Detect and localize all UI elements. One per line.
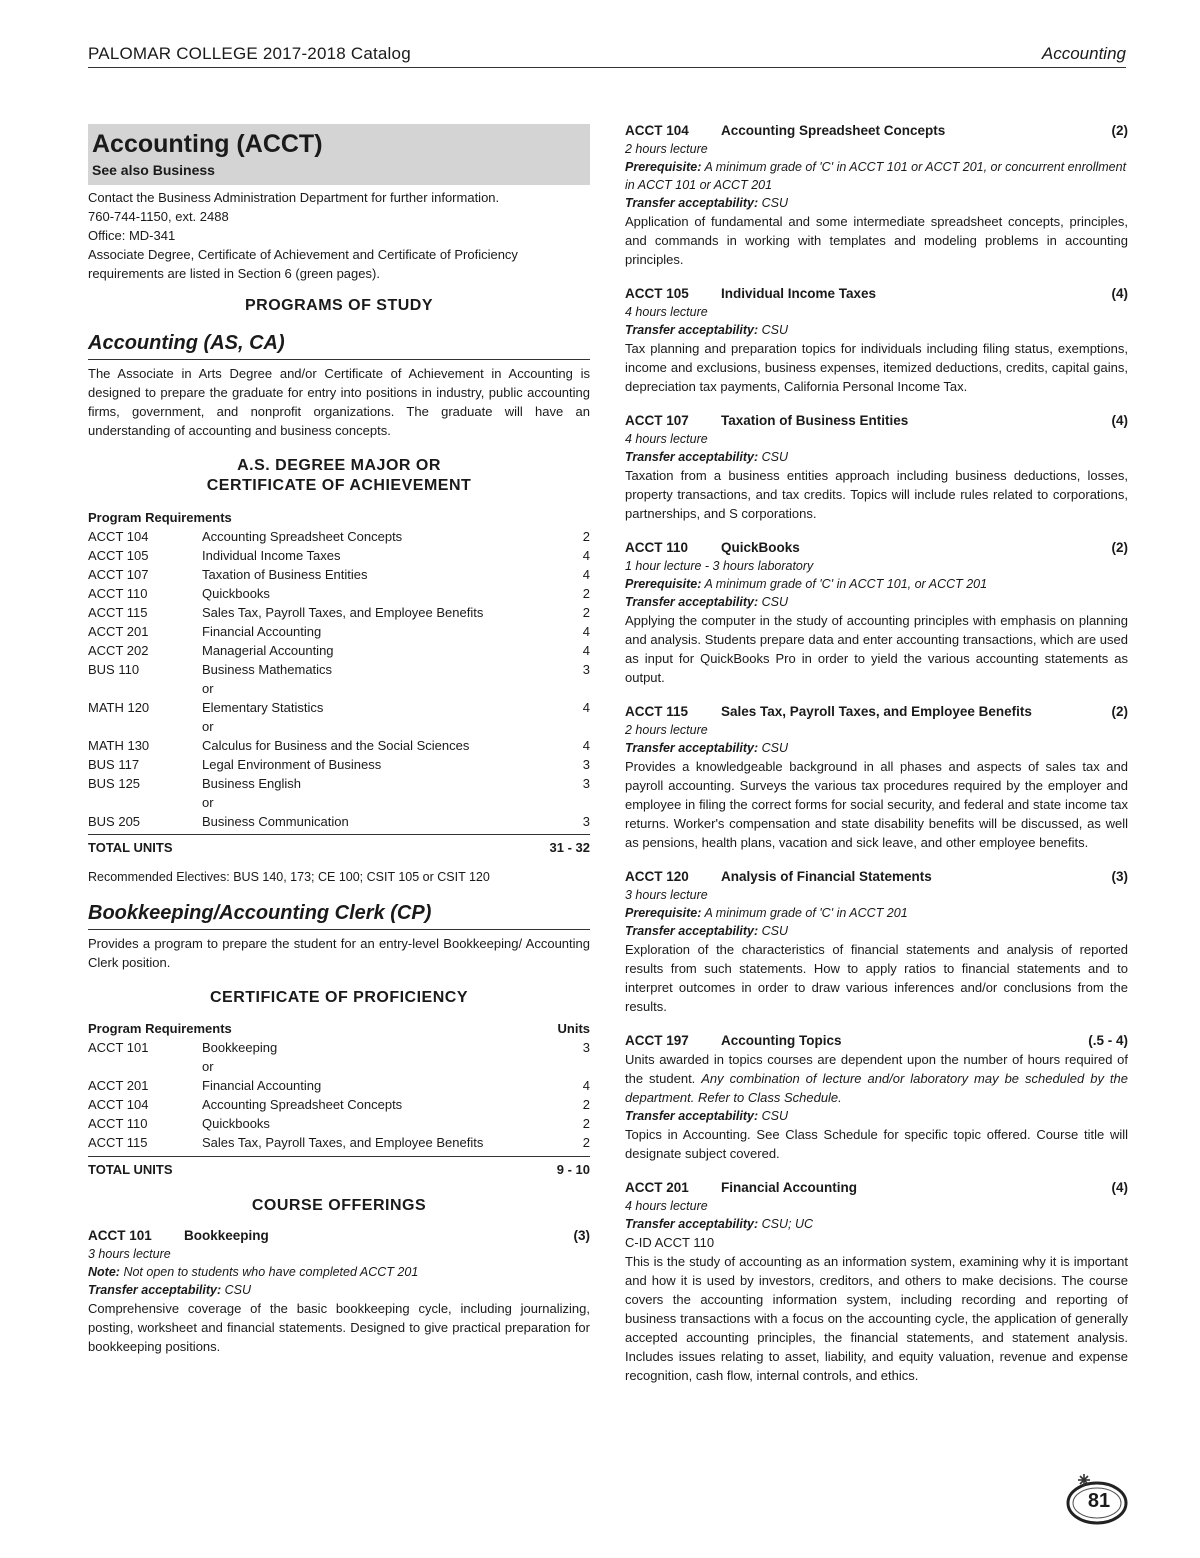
transfer-value: CSU xyxy=(761,741,789,755)
requirement-row xyxy=(88,603,590,622)
course-units: 2 xyxy=(582,1097,590,1112)
course-code: BUS 125 xyxy=(88,776,141,791)
course-prerequisite xyxy=(625,575,1128,593)
description-part-2: Any combination of lecture and/or laboratory may be scheduled by the department. Refer to Class Schedule. xyxy=(625,1071,1128,1105)
contact-office: Office: MD-341 xyxy=(88,228,176,243)
requirement-row xyxy=(88,546,590,565)
course-transfer xyxy=(625,922,1128,940)
total-units-value: 31 - 32 xyxy=(549,840,590,855)
course-units: (3) xyxy=(573,1228,590,1243)
note-label: Note: xyxy=(88,1265,120,1279)
course-code: ACCT 104 xyxy=(88,1097,149,1112)
course-code: ACCT 104 xyxy=(88,529,149,544)
course-units: (3) xyxy=(1111,869,1128,884)
course-units: (2) xyxy=(1111,704,1128,719)
course-code xyxy=(88,679,202,698)
course-description: Comprehensive coverage of the basic bookkeeping cycle, including journalizing, posting, worksheet and financial statements. Designed to give practical preparation for bookkeeping positions. xyxy=(88,1301,590,1354)
transfer-label: Transfer acceptability: xyxy=(88,1283,222,1297)
department-title-box xyxy=(88,124,590,185)
course-code: ACCT 110 xyxy=(88,1116,148,1131)
course-name: Quickbooks xyxy=(202,1116,270,1131)
transfer-value: CSU xyxy=(761,595,789,609)
transfer-value: CSU xyxy=(761,323,789,337)
course-code: ACCT 201 xyxy=(88,1078,149,1093)
contact-info xyxy=(88,188,590,283)
section-name: Accounting xyxy=(1041,44,1126,63)
course-code: ACCT 201 xyxy=(625,1180,689,1195)
course-code: MATH 130 xyxy=(88,738,150,753)
degree-heading-line-1: A.S. DEGREE MAJOR OR xyxy=(237,457,441,474)
course-units: (4) xyxy=(1111,1180,1128,1195)
course-header xyxy=(625,702,1128,721)
course-units: 4 xyxy=(582,643,590,658)
course-units xyxy=(550,1057,590,1076)
course-note xyxy=(88,1263,590,1281)
course-acct-201 xyxy=(625,1178,1128,1385)
course-offerings-heading: COURSE OFFERINGS xyxy=(251,1197,427,1214)
requirement-row xyxy=(88,679,590,698)
transfer-label: Transfer acceptability: xyxy=(625,450,759,464)
course-description: Applying the computer in the study of accounting principles with emphasis on planning and analysis. Students prepare data and enter accounting transactions, which are used as input for QuickBooks Pro in order to yield the various accounting statements as output. xyxy=(625,613,1128,685)
cp-total-units-label: TOTAL UNITS xyxy=(88,1162,173,1177)
course-transfer xyxy=(625,321,1128,339)
total-units-label: TOTAL UNITS xyxy=(88,840,173,855)
course-acct-101 xyxy=(88,1226,590,1356)
course-name: Sales Tax, Payroll Taxes, and Employee Benefits xyxy=(202,1135,484,1150)
course-header xyxy=(625,284,1128,303)
course-header xyxy=(625,867,1128,886)
contact-phone: 760-744-1150, ext. 2488 xyxy=(88,209,229,224)
course-code: ACCT 110 xyxy=(88,586,148,601)
see-also: See also Business xyxy=(92,162,215,178)
department-title: Accounting (ACCT) xyxy=(92,130,323,158)
page-number: 81 xyxy=(1087,1490,1111,1512)
course-code: ACCT 101 xyxy=(88,1040,149,1055)
course-units: 3 xyxy=(582,814,590,829)
requirement-row xyxy=(88,736,590,755)
course-name: Financial Accounting xyxy=(202,1078,322,1093)
cp-total-units-value: 9 - 10 xyxy=(556,1162,590,1177)
course-name: Taxation of Business Entities xyxy=(721,413,909,428)
transfer-label: Transfer acceptability: xyxy=(625,323,759,337)
course-units: 3 xyxy=(582,776,590,791)
course-name: Financial Accounting xyxy=(721,1180,858,1195)
course-name: Taxation of Business Entities xyxy=(202,567,368,582)
contact-note: Associate Degree, Certificate of Achievement and Certificate of Proficiency requirements are listed in Section 6 (green pages). xyxy=(88,247,518,281)
transfer-value: CSU xyxy=(761,1109,789,1123)
requirement-row xyxy=(88,755,590,774)
course-prerequisite xyxy=(625,904,1128,922)
course-code: ACCT 115 xyxy=(88,1135,148,1150)
contact-line: Contact the Business Administration Department for further information. xyxy=(88,190,500,205)
left-column xyxy=(88,124,590,1371)
course-header xyxy=(625,538,1128,557)
course-name: Bookkeeping xyxy=(184,1228,269,1243)
transfer-label: Transfer acceptability: xyxy=(625,595,759,609)
course-code: BUS 205 xyxy=(88,814,141,829)
total-units-as-ca xyxy=(88,834,590,858)
program-title-as-ca: Accounting (AS, CA) xyxy=(88,330,590,360)
course-description xyxy=(625,1050,1128,1107)
requirement-row xyxy=(88,1038,590,1057)
right-column xyxy=(625,121,1128,1400)
course-units: 4 xyxy=(582,738,590,753)
description-part-1: Units awarded in topics courses are dependent upon the number of hours required of the student. xyxy=(625,1052,1128,1086)
requirement-row xyxy=(88,698,590,717)
transfer-label: Transfer acceptability: xyxy=(625,1109,759,1123)
transfer-value: CSU xyxy=(761,450,789,464)
course-units: 4 xyxy=(582,1078,590,1093)
course-name: Quickbooks xyxy=(202,586,270,601)
requirement-row xyxy=(88,1076,590,1095)
course-code: BUS 110 xyxy=(88,662,140,677)
requirement-row xyxy=(88,622,590,641)
course-transfer xyxy=(625,1107,1128,1125)
course-units: 3 xyxy=(582,662,590,677)
note-text: Not open to students who have completed ACCT 201 xyxy=(123,1265,419,1279)
course-units: 2 xyxy=(582,1135,590,1150)
recommended-electives: Recommended Electives: BUS 140, 173; CE 100; CSIT 105 or CSIT 120 xyxy=(88,870,490,884)
requirement-row xyxy=(88,1057,590,1076)
course-description: Provides a knowledgeable background in all phases and aspects of sales tax and payroll accounting. Surveys the various tax procedures required by the employer and employee in filing the correct forms for social security, and federal and state income tax returns. Worker's compensation and state disability benefits will be discussed, as well as pensions, health plans, vacation and sick leave, and other employee benefits. xyxy=(625,759,1128,850)
course-code: ACCT 201 xyxy=(88,624,149,639)
requirement-row xyxy=(88,1095,590,1114)
course-code xyxy=(88,793,202,812)
course-name: Managerial Accounting xyxy=(202,643,334,658)
course-units: 2 xyxy=(582,605,590,620)
course-name: Bookkeeping xyxy=(202,1040,278,1055)
program-title-cp: Bookkeeping/Accounting Clerk (CP) xyxy=(88,900,590,930)
requirements-header xyxy=(88,509,590,527)
requirement-row xyxy=(88,1133,590,1152)
course-name: or xyxy=(202,681,214,696)
requirements-list-cp xyxy=(88,1038,590,1152)
prerequisite-label: Prerequisite: xyxy=(625,577,702,591)
course-description: This is the study of accounting as an information system, examining why it is important and how it is used by investors, creditors, and others to make decisions. The course covers the accounting information system, including recording and reporting of business transactions with a focus on the accounting cycle, the application of generally accepted accounting principles, the financial statements, and statement analysis. Includes issues relating to asset, liability, and equity valuation, revenue and expense recognition, cash flow, internal controls, and ethics. xyxy=(625,1254,1128,1383)
course-description: Tax planning and preparation topics for individuals including filing status, exemptions, income and exclusions, business expenses, itemized deductions, credits, capital gains, depreciation tax payments, California Personal Income Tax. xyxy=(625,341,1128,394)
degree-heading-line-2: CERTIFICATE OF ACHIEVEMENT xyxy=(206,477,472,494)
prerequisite-text: A minimum grade of 'C' in ACCT 101 or ACCT 201, or concurrent enrollment in ACCT 101 or ACCT 201 xyxy=(625,160,1127,192)
requirement-row xyxy=(88,1114,590,1133)
course-code: ACCT 107 xyxy=(625,413,689,428)
cp-heading: CERTIFICATE OF PROFICIENCY xyxy=(209,989,469,1006)
requirement-row xyxy=(88,717,590,736)
transfer-value: CSU xyxy=(224,1283,252,1297)
course-name: or xyxy=(202,795,214,810)
transfer-label: Transfer acceptability: xyxy=(625,924,759,938)
course-acct-120 xyxy=(625,867,1128,1016)
course-prerequisite xyxy=(625,158,1128,194)
prerequisite-label: Prerequisite: xyxy=(625,906,702,920)
course-name: Legal Environment of Business xyxy=(202,757,382,772)
course-units: (4) xyxy=(1111,286,1128,301)
course-acct-197 xyxy=(625,1031,1128,1163)
transfer-label: Transfer acceptability: xyxy=(625,196,759,210)
course-units: 3 xyxy=(582,757,590,772)
course-code: ACCT 105 xyxy=(88,548,149,563)
course-header xyxy=(625,121,1128,140)
course-name: QuickBooks xyxy=(721,540,800,555)
course-code: ACCT 110 xyxy=(625,540,689,555)
course-hours: 3 hours lecture xyxy=(88,1247,171,1261)
course-name: Sales Tax, Payroll Taxes, and Employee Benefits xyxy=(202,605,484,620)
requirements-list-as-ca xyxy=(88,527,590,831)
course-units: 2 xyxy=(582,1116,590,1131)
cp-requirements-label: Program Requirements xyxy=(88,1021,232,1036)
course-name: Analysis of Financial Statements xyxy=(721,869,932,884)
course-hours: 3 hours lecture xyxy=(625,888,708,902)
course-transfer xyxy=(625,194,1128,212)
course-code: MATH 120 xyxy=(88,700,150,715)
requirement-row xyxy=(88,584,590,603)
course-name: Business Mathematics xyxy=(202,662,333,677)
cp-requirements-header xyxy=(88,1020,590,1038)
course-code: ACCT 202 xyxy=(88,643,149,658)
transfer-value: CSU xyxy=(761,924,789,938)
requirements-label: Program Requirements xyxy=(88,510,232,525)
course-code xyxy=(88,1057,202,1076)
course-units xyxy=(550,717,590,736)
course-description: Exploration of the characteristics of financial statements and analysis of reported results from such statements. How to apply ratios to financial statements and to interpret outcomes in order to draw various inferences and/or conclusions from the results. xyxy=(625,942,1128,1014)
page-number-badge xyxy=(1062,1470,1128,1530)
course-code: ACCT 107 xyxy=(88,567,149,582)
requirement-row xyxy=(88,660,590,679)
course-units: 2 xyxy=(582,586,590,601)
programs-heading: PROGRAMS OF STUDY xyxy=(244,297,434,314)
prerequisite-text: A minimum grade of 'C' in ACCT 201 xyxy=(704,906,908,920)
course-code xyxy=(88,717,202,736)
course-hours: 4 hours lecture xyxy=(625,432,708,446)
course-units: (4) xyxy=(1111,413,1128,428)
cp-units-label: Units xyxy=(557,1021,590,1036)
course-transfer xyxy=(625,593,1128,611)
prerequisite-text: A minimum grade of 'C' in ACCT 101, or ACCT 201 xyxy=(704,577,988,591)
course-header xyxy=(625,1031,1128,1050)
course-name: Individual Income Taxes xyxy=(721,286,877,301)
course-code: ACCT 105 xyxy=(625,286,689,301)
course-code: ACCT 101 xyxy=(88,1228,152,1243)
course-name: Accounting Spreadsheet Concepts xyxy=(202,529,403,544)
transfer-value: CSU xyxy=(761,196,789,210)
course-code: ACCT 120 xyxy=(625,869,689,884)
course-code: ACCT 197 xyxy=(625,1033,689,1048)
program-description-as-ca: The Associate in Arts Degree and/or Certificate of Achievement in Accounting is designed to prepare the graduate for entry into positions in industry, public accounting firms, government, and nonprofit organizations. The graduate will have an understanding of accounting and business concepts. xyxy=(88,366,590,438)
course-name: Calculus for Business and the Social Sciences xyxy=(202,738,470,753)
course-name: Business English xyxy=(202,776,301,791)
course-header xyxy=(88,1226,590,1245)
course-name: or xyxy=(202,1059,214,1074)
course-name: Accounting Spreadsheet Concepts xyxy=(202,1097,403,1112)
course-hours: 4 hours lecture xyxy=(625,1199,708,1213)
course-name: Accounting Topics xyxy=(721,1033,842,1048)
course-transfer xyxy=(625,448,1128,466)
course-code: ACCT 115 xyxy=(88,605,148,620)
prerequisite-label: Prerequisite: xyxy=(625,160,702,174)
course-list xyxy=(625,121,1128,1016)
requirement-row xyxy=(88,812,590,831)
course-acct-107 xyxy=(625,411,1128,523)
course-name: Accounting Spreadsheet Concepts xyxy=(721,123,946,138)
total-units-cp xyxy=(88,1156,590,1180)
course-units: 2 xyxy=(582,529,590,544)
transfer-value: CSU; UC xyxy=(761,1217,814,1231)
course-acct-105 xyxy=(625,284,1128,396)
course-hours: 2 hours lecture xyxy=(625,142,708,156)
course-units: 4 xyxy=(582,567,590,582)
course-acct-104 xyxy=(625,121,1128,269)
course-transfer xyxy=(88,1281,590,1299)
course-units: 3 xyxy=(582,1040,590,1055)
requirement-row xyxy=(88,793,590,812)
page-header xyxy=(88,44,1126,68)
course-units xyxy=(550,793,590,812)
requirement-row xyxy=(88,565,590,584)
course-description: Application of fundamental and some intermediate spreadsheet concepts, principles, and commands in working with templates and modeling problems in accounting principles. xyxy=(625,214,1128,267)
course-name: Business Communication xyxy=(202,814,349,829)
program-description-cp: Provides a program to prepare the student for an entry-level Bookkeeping/ Accounting Clerk position. xyxy=(88,936,590,970)
transfer-label: Transfer acceptability: xyxy=(625,741,759,755)
course-header xyxy=(625,1178,1128,1197)
course-units: 4 xyxy=(582,700,590,715)
transfer-label: Transfer acceptability: xyxy=(625,1217,759,1231)
course-transfer xyxy=(625,739,1128,757)
course-units: 4 xyxy=(582,624,590,639)
course-code: BUS 117 xyxy=(88,757,140,772)
course-code: ACCT 104 xyxy=(625,123,689,138)
course-units xyxy=(550,679,590,698)
course-units: (2) xyxy=(1111,123,1128,138)
course-units: (.5 - 4) xyxy=(1088,1033,1128,1048)
requirement-row xyxy=(88,774,590,793)
course-name: or xyxy=(202,719,214,734)
course-acct-115 xyxy=(625,702,1128,852)
course-description: Taxation from a business entities approach including business deductions, losses, property transactions, and tax credits. Topics will include rules related to corporations, partnerships, and S corporations. xyxy=(625,468,1128,521)
requirement-row xyxy=(88,527,590,546)
course-name: Individual Income Taxes xyxy=(202,548,341,563)
course-units: (2) xyxy=(1111,540,1128,555)
course-name: Sales Tax, Payroll Taxes, and Employee Benefits xyxy=(721,704,1032,719)
course-code: ACCT 115 xyxy=(625,704,689,719)
course-hours: 2 hours lecture xyxy=(625,723,708,737)
course-name: Elementary Statistics xyxy=(202,700,324,715)
course-header xyxy=(625,411,1128,430)
course-units: 4 xyxy=(582,548,590,563)
course-hours: 4 hours lecture xyxy=(625,305,708,319)
course-description-extra: Topics in Accounting. See Class Schedule for specific topic offered. Course title will designate subject covered. xyxy=(625,1127,1128,1161)
course-hours: 1 hour lecture - 3 hours laboratory xyxy=(625,559,814,573)
course-acct-110 xyxy=(625,538,1128,687)
requirement-row xyxy=(88,641,590,660)
course-name: Financial Accounting xyxy=(202,624,322,639)
course-transfer xyxy=(625,1215,1128,1233)
catalog-title: PALOMAR COLLEGE 2017-2018 Catalog xyxy=(88,44,411,63)
course-cid: C-ID ACCT 110 xyxy=(625,1235,715,1250)
